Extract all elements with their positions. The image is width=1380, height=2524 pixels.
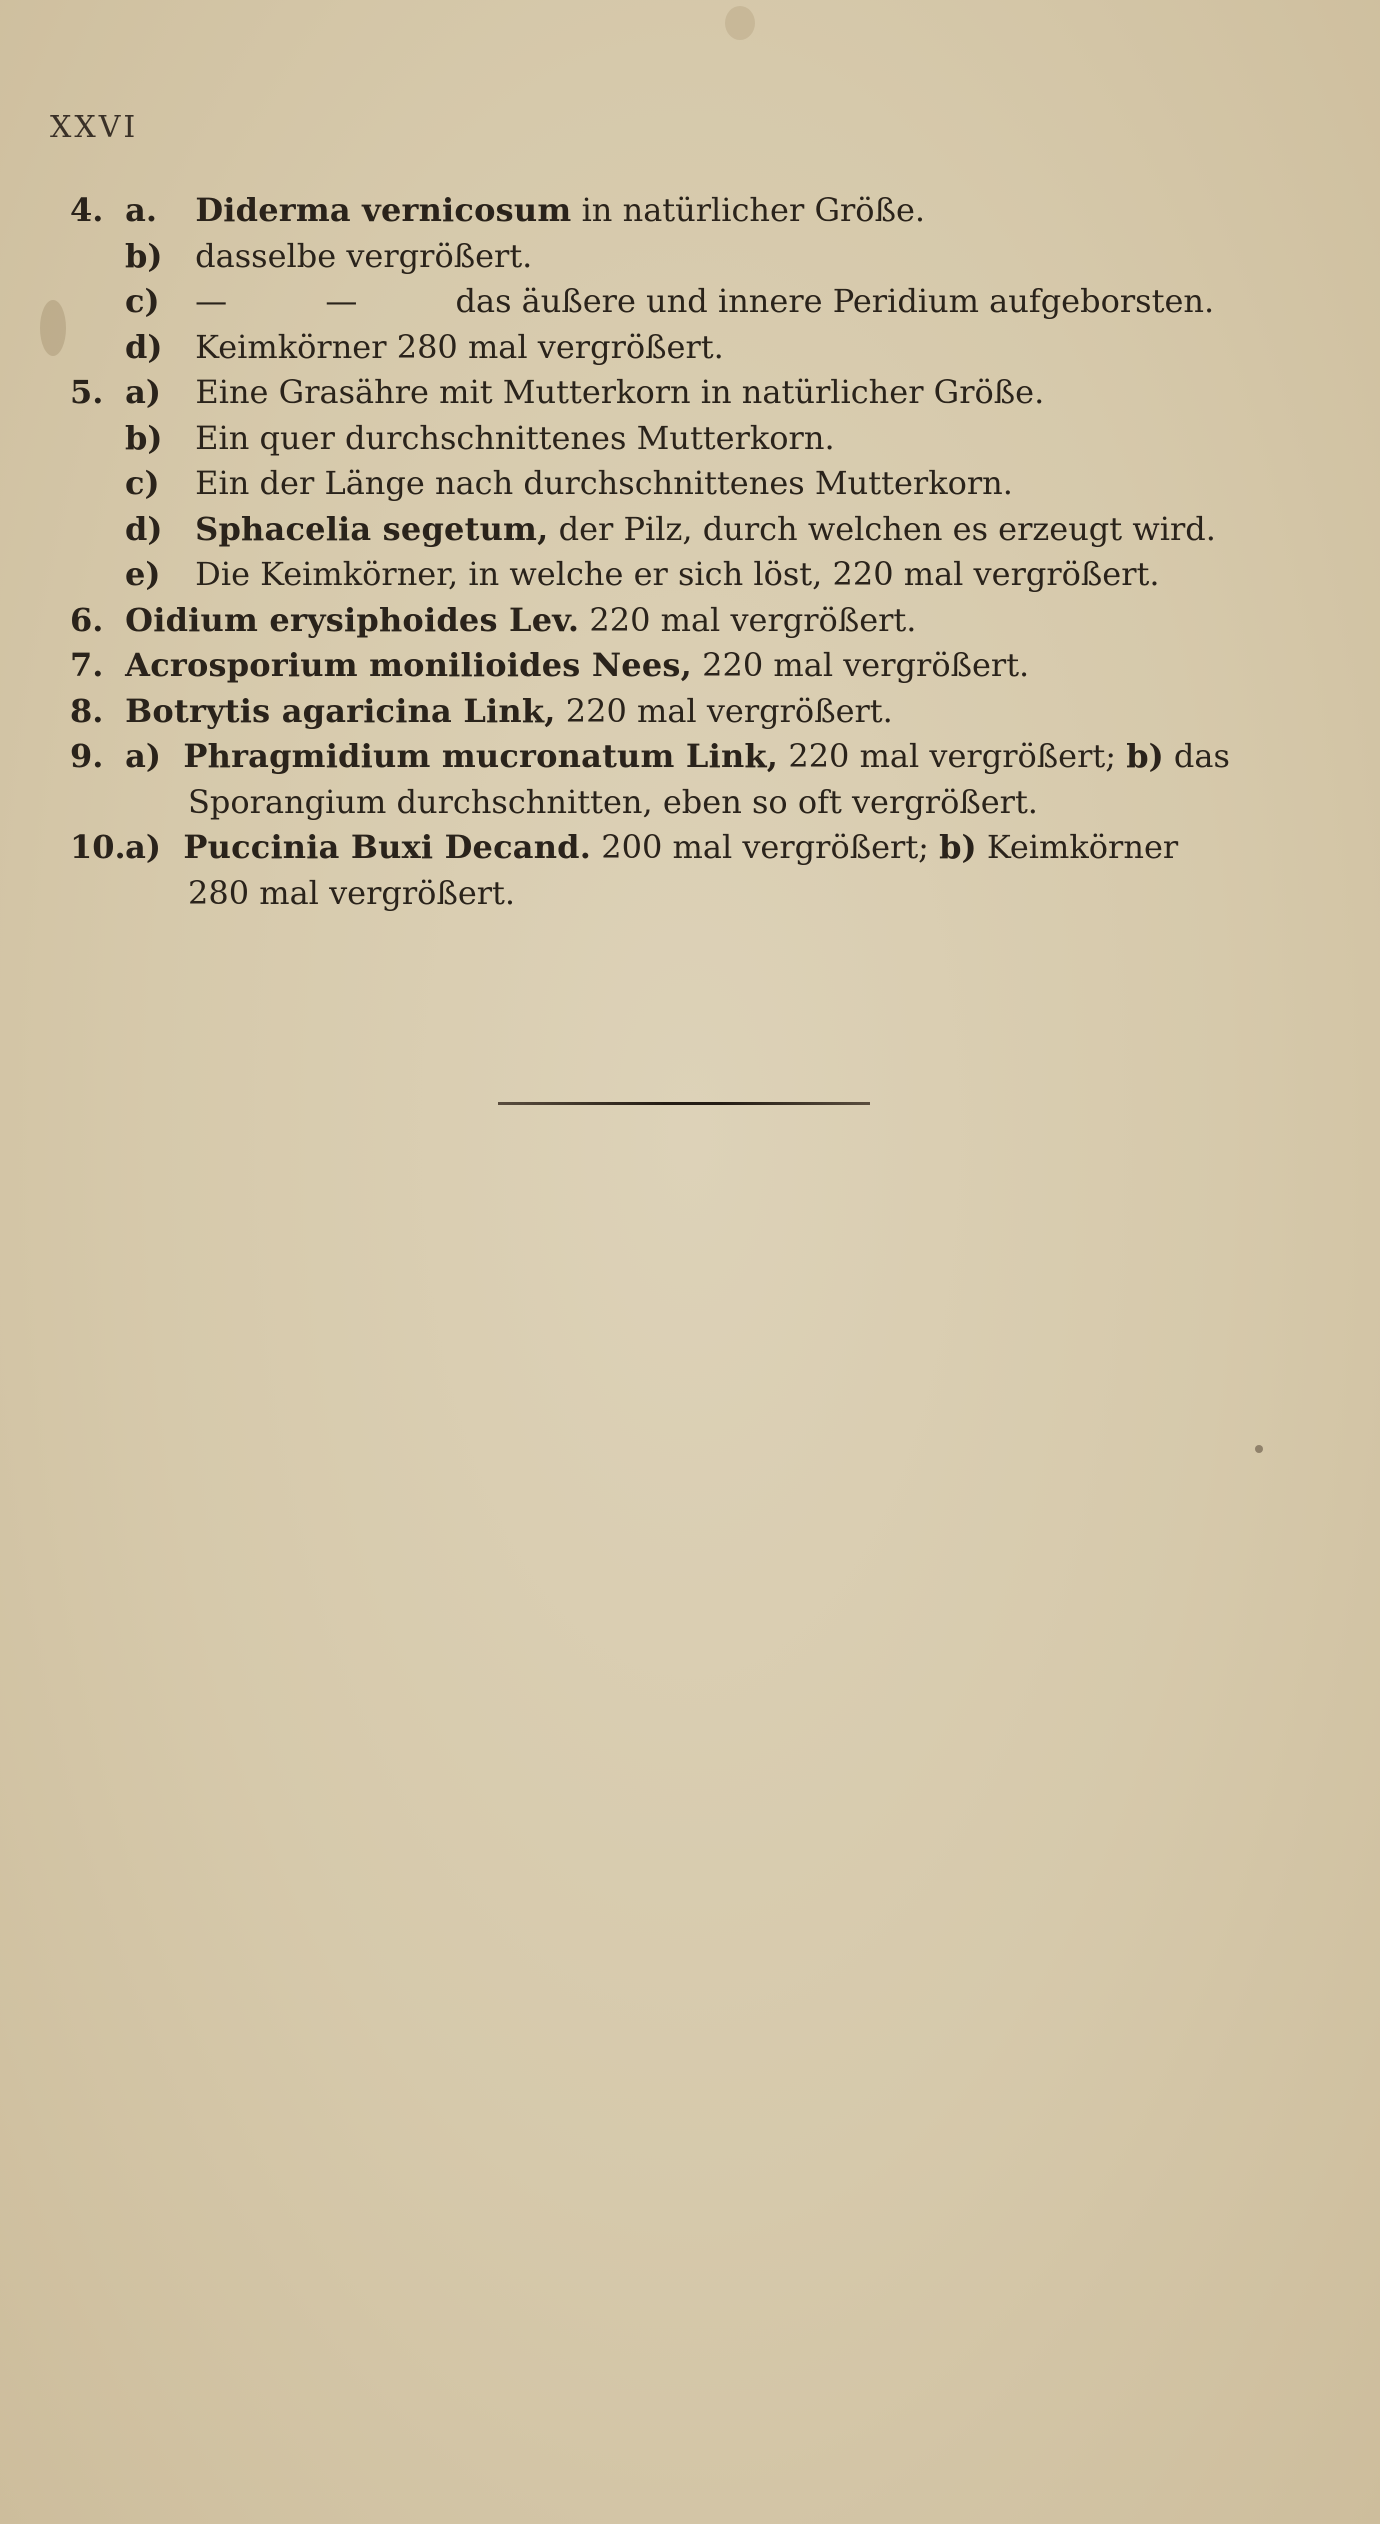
figure-description: 220 mal vergrößert.	[565, 691, 893, 730]
figure-letter: b)	[125, 236, 163, 275]
species-name: Oidium erysiphoides Lev.	[125, 600, 580, 639]
figure-description: Ein quer durchschnittenes Mutterkorn.	[195, 418, 835, 457]
species-name: Phragmidium mucronatum Link,	[183, 737, 779, 775]
species-name: Acrosporium monilioides Nees,	[125, 646, 692, 684]
figure-description: Keimkörner 280 mal vergrößert.	[195, 327, 724, 366]
figure-letter: a)	[125, 373, 162, 411]
paper-speck	[1255, 1445, 1263, 1453]
legend-line	[70, 234, 1320, 280]
figure-description: dasselbe vergrößert.	[195, 236, 533, 275]
legend-line	[70, 461, 1320, 507]
species-name: Sphacelia segetum,	[195, 509, 549, 548]
legend-line	[70, 825, 1320, 871]
legend-line	[70, 552, 1320, 598]
figure-description: 220 mal vergrößert.	[702, 646, 1030, 684]
figure-letter: a.	[125, 191, 158, 229]
figure-description: 200 mal vergrößert;	[601, 828, 929, 866]
figure-letter: b)	[125, 418, 163, 457]
section-divider	[498, 1102, 870, 1105]
legend-line	[70, 279, 1320, 325]
legend-line	[70, 643, 1320, 689]
figure-letter: c)	[125, 464, 160, 502]
plate-number: 7.	[70, 646, 104, 684]
figure-letter: c)	[125, 282, 160, 320]
figure-description: das äußere und innere Peridium aufgeborsten.	[455, 282, 1215, 320]
paper-stain	[725, 6, 755, 40]
figure-letter: b)	[1126, 737, 1164, 775]
species-name: Diderma vernicosum	[195, 191, 572, 229]
figure-letter: a)	[125, 828, 162, 866]
figure-description: Ein der Länge nach durchschnittenes Mutterkorn.	[195, 464, 1013, 502]
figure-description: 280 mal vergrößert.	[188, 873, 516, 912]
figure-letter: a)	[125, 737, 162, 775]
plate-number: 10.	[70, 828, 126, 866]
species-name: Puccinia Buxi Decand.	[183, 828, 592, 866]
figure-description: der Pilz, durch welchen es erzeugt wird.	[558, 509, 1216, 548]
figure-description: Die Keimkörner, in welche er sich löst, 220 mal vergrößert.	[195, 555, 1160, 593]
figure-description: 220 mal vergrößert;	[788, 737, 1117, 775]
plate-legend	[70, 188, 1320, 916]
paper-stain	[40, 300, 66, 356]
legend-line	[70, 370, 1320, 416]
legend-line	[70, 416, 1320, 462]
legend-line	[70, 780, 1320, 826]
figure-description: das	[1173, 737, 1230, 775]
legend-line	[70, 188, 1320, 234]
figure-description: Keimkörner	[986, 828, 1179, 866]
figure-description: 220 mal vergrößert.	[589, 600, 917, 639]
legend-line	[70, 689, 1320, 735]
figure-letter: b)	[939, 828, 977, 866]
figure-letter: e)	[125, 555, 161, 593]
plate-number: 5.	[70, 373, 104, 411]
plate-number: 8.	[70, 691, 104, 730]
legend-line	[70, 325, 1320, 371]
plate-number: 6.	[70, 600, 104, 639]
legend-line	[70, 507, 1320, 553]
figure-description: Sporangium durchschnitten, eben so oft vergrößert.	[188, 782, 1038, 821]
ditto-dash: —	[325, 282, 358, 320]
legend-line	[70, 734, 1320, 780]
species-name: Botrytis agaricina Link,	[125, 691, 556, 730]
figure-description: Eine Grasähre mit Mutterkorn in natürlicher Größe.	[195, 373, 1045, 411]
plate-number: 9.	[70, 737, 104, 775]
legend-line	[70, 598, 1320, 644]
plate-number: 4.	[70, 191, 104, 229]
legend-line	[70, 871, 1320, 917]
figure-description: in natürlicher Größe.	[581, 191, 926, 229]
page-number: XXVI	[50, 110, 139, 145]
ditto-dash: —	[195, 282, 228, 320]
figure-letter: d)	[125, 509, 163, 548]
figure-letter: d)	[125, 327, 163, 366]
